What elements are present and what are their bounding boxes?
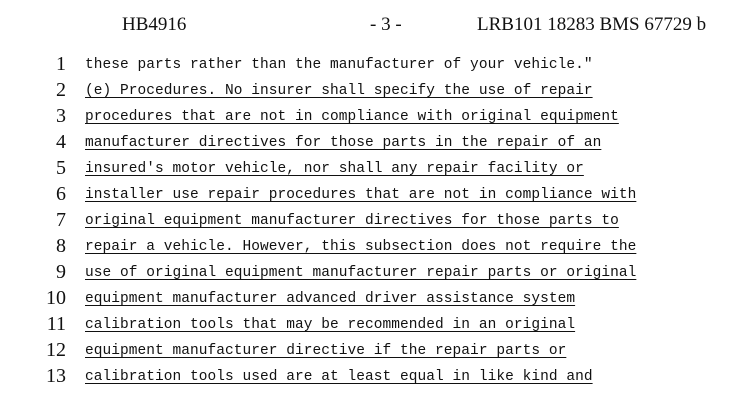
text-line xyxy=(0,234,740,260)
line-text: calibration tools used are at least equal in like kind and xyxy=(85,369,593,385)
page-header xyxy=(0,14,740,40)
line-number: 4 xyxy=(56,131,66,153)
line-number: 1 xyxy=(56,53,66,75)
document-code: LRB101 18283 BMS 67729 b xyxy=(477,14,707,35)
line-number: 7 xyxy=(56,209,66,231)
line-text: manufacturer directives for those parts in the repair of an xyxy=(85,135,602,151)
line-text: equipment manufacturer directive if the repair parts or xyxy=(85,343,567,359)
line-text: original equipment manufacturer directives for those parts to xyxy=(85,213,619,229)
line-number: 9 xyxy=(56,261,66,283)
line-text: use of original equipment manufacturer repair parts or original xyxy=(85,265,637,281)
line-number: 3 xyxy=(56,105,66,127)
line-number: 6 xyxy=(56,183,66,205)
text-line xyxy=(0,312,740,338)
line-number: 12 xyxy=(46,339,66,361)
line-text: procedures that are not in compliance with original equipment xyxy=(85,109,619,125)
text-line xyxy=(0,182,740,208)
line-number: 13 xyxy=(46,365,66,387)
text-line xyxy=(0,364,740,390)
line-text: calibration tools that may be recommended in an original xyxy=(85,317,576,333)
line-text: insured's motor vehicle, nor shall any repair facility or xyxy=(85,161,584,177)
text-line xyxy=(0,208,740,234)
bill-number: HB4916 xyxy=(122,14,187,35)
line-number: 8 xyxy=(56,235,66,257)
text-line xyxy=(0,78,740,104)
line-text: these parts rather than the manufacturer of your vehicle." xyxy=(85,57,593,73)
bill-text-body xyxy=(0,52,740,390)
line-text: (e) Procedures. No insurer shall specify the use of repair xyxy=(85,83,593,99)
line-text: equipment manufacturer advanced driver assistance system xyxy=(85,291,576,307)
text-line xyxy=(0,52,740,78)
page-number: - 3 - xyxy=(370,14,402,35)
text-line xyxy=(0,130,740,156)
text-line xyxy=(0,338,740,364)
text-line xyxy=(0,104,740,130)
line-number: 10 xyxy=(46,287,66,309)
text-line xyxy=(0,286,740,312)
line-text: repair a vehicle. However, this subsection does not require the xyxy=(85,239,637,255)
line-number: 2 xyxy=(56,79,66,101)
line-number: 5 xyxy=(56,157,66,179)
line-number: 11 xyxy=(46,313,66,335)
text-line xyxy=(0,156,740,182)
line-text: installer use repair procedures that are not in compliance with xyxy=(85,187,637,203)
text-line xyxy=(0,260,740,286)
